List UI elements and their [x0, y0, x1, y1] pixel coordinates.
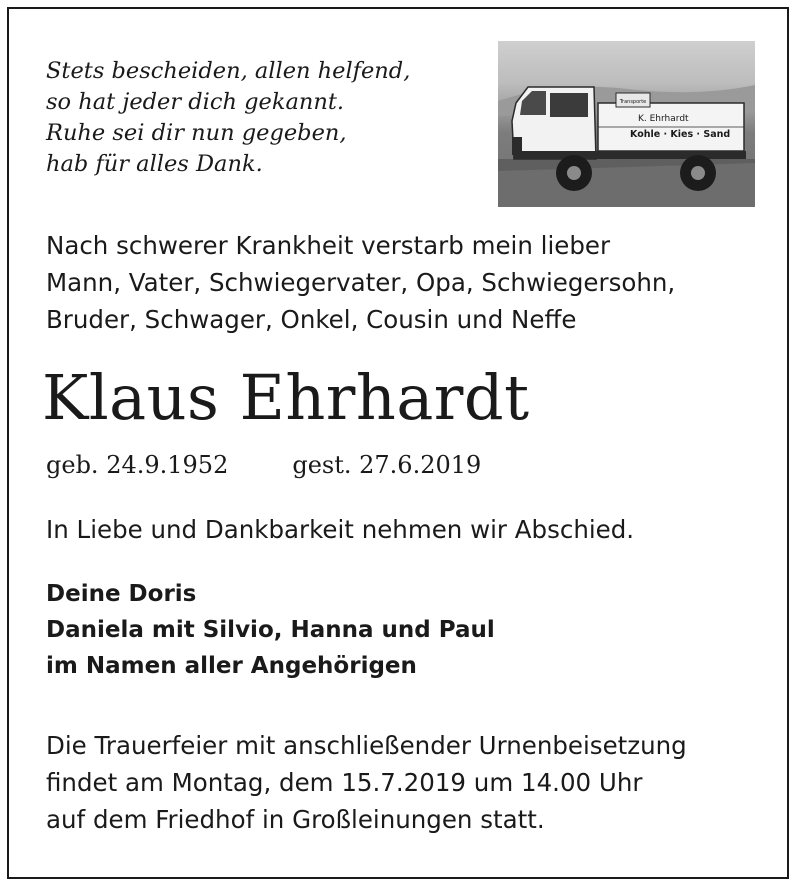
intro-line: Bruder, Schwager, Onkel, Cousin und Neffe — [46, 305, 577, 334]
intro-line: Nach schwerer Krankheit verstarb mein lieber — [46, 231, 611, 260]
poem-line: Stets bescheiden, allen helfend, — [46, 58, 411, 84]
birth-date: geb. 24.9.1952 — [46, 451, 229, 479]
intro-text — [46, 227, 766, 338]
poem-line: so hat jeder dich gekannt. — [46, 89, 345, 115]
mourner-line: im Namen aller Angehörigen — [46, 653, 417, 679]
life-dates — [46, 447, 481, 483]
farewell-text: In Liebe und Dankbarkeit nehmen wir Abschied. — [46, 515, 635, 544]
death-date: gest. 27.6.2019 — [292, 451, 482, 479]
memorial-poem — [46, 56, 486, 180]
mourner-line: Daniela mit Silvio, Hanna und Paul — [46, 617, 495, 643]
poem-line: Ruhe sei dir nun gegeben, — [46, 120, 347, 146]
service-line: auf dem Friedhof in Großleinungen statt. — [46, 805, 545, 834]
service-info — [46, 727, 687, 838]
truck-sign-name: K. Ehrhardt — [638, 114, 689, 124]
service-line: Die Trauerfeier mit anschließender Urnenbeisetzung — [46, 731, 687, 760]
intro-line: Mann, Vater, Schwiegervater, Opa, Schwiegersohn, — [46, 268, 676, 297]
mourners-list — [46, 576, 495, 684]
mourner-line: Deine Doris — [46, 581, 197, 607]
service-line: findet am Montag, dem 15.7.2019 um 14.00 Uhr — [46, 768, 643, 797]
truck-photo — [498, 41, 755, 207]
truck-illustration — [498, 41, 755, 207]
truck-sign-goods: Kohle · Kies · Sand — [630, 129, 731, 140]
truck-sign-small: Transporte — [619, 99, 647, 105]
deceased-name: Klaus Ehrhardt — [42, 361, 530, 434]
poem-line: hab für alles Dank. — [46, 151, 263, 177]
